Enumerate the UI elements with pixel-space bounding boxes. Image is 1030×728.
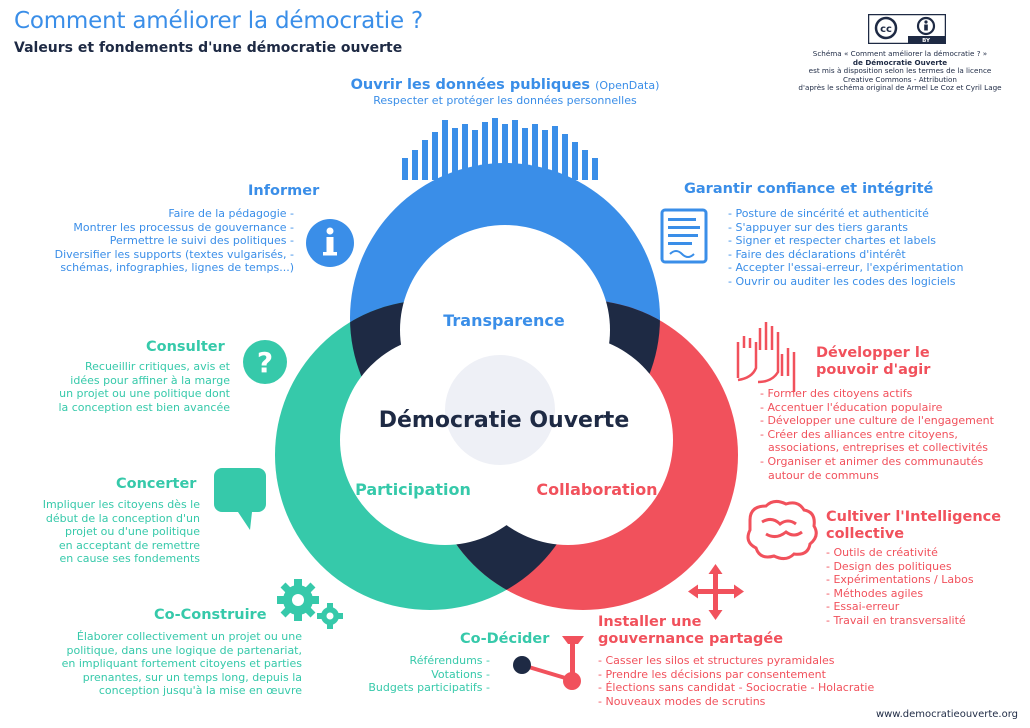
license-line: est mis à disposition selon les termes de la licence <box>808 66 992 76</box>
list-item: - Outils de créativité <box>826 546 938 559</box>
list-item: - Accepter l'essai-erreur, l'expérimentation <box>728 261 964 275</box>
page-title: Comment améliorer la démocratie ? <box>14 8 424 34</box>
arrows-icon <box>688 564 744 620</box>
collaboration-label: Collaboration <box>536 480 658 499</box>
list-item: - S'appuyer sur des tiers garants <box>728 220 909 234</box>
list-item: Permettre le suivi des politiques - <box>109 234 294 248</box>
transparence-label: Transparence <box>443 311 565 330</box>
svg-text:?: ? <box>256 346 274 379</box>
gouvernance-heading-line2: gouvernance partagée <box>598 631 784 647</box>
list-item: - Travail en transversalité <box>826 613 966 627</box>
list-item: - Posture de sincérité et authenticité <box>728 207 929 220</box>
informer-list <box>55 207 294 275</box>
intelligence-heading-line2: collective <box>826 526 905 542</box>
list-item: début de la conception d'un <box>45 511 200 525</box>
list-item: - Expérimentations / Labos <box>826 573 974 587</box>
list-item: Recueillir critiques, avis et <box>84 360 230 373</box>
list-item: - Nouveaux modes de scrutins <box>598 694 766 708</box>
list-item: conception jusqu'à la mise en œuvre <box>98 684 302 698</box>
list-item: Faire de la pédagogie - <box>168 207 294 220</box>
list-item: la conception est bien avancée <box>58 400 230 414</box>
pouvoir-heading <box>816 345 930 379</box>
intelligence-list <box>826 546 974 628</box>
list-item: - Accentuer l'éducation populaire <box>760 400 943 414</box>
list-item: Votations - <box>431 667 490 681</box>
pouvoir-heading-line1: Développer le <box>816 345 930 361</box>
license-line: Schéma « Comment améliorer la démocratie ? » <box>812 49 988 58</box>
gouvernance-heading <box>598 614 783 648</box>
list-item: - Signer et respecter chartes et labels <box>728 234 937 248</box>
opendata-heading: Ouvrir les données publiques <box>350 77 591 93</box>
list-item: - Créer des alliances entre citoyens, <box>760 427 958 441</box>
speech-bubble-icon <box>214 468 266 530</box>
list-item: schémas, infographies, lignes de temps...) <box>60 261 294 275</box>
list-item: Montrer les processus de gouvernance - <box>73 220 294 234</box>
confiance-heading: Garantir confiance et intégrité <box>684 181 934 197</box>
confiance-list <box>728 207 964 289</box>
website-link[interactable]: www.democratieouverte.org <box>875 709 1018 720</box>
info-icon <box>306 219 354 267</box>
list-item: en cause ses fondements <box>59 552 200 566</box>
intelligence-heading <box>826 509 1001 543</box>
list-item: - Prendre les décisions par consentement <box>598 667 826 681</box>
list-item: - Former des citoyens actifs <box>760 387 913 400</box>
concerter-list <box>43 498 200 566</box>
raised-hands-icon <box>738 322 794 392</box>
question-icon <box>243 340 287 384</box>
cc-badge-text: cc <box>880 24 892 35</box>
list-item: en acceptant de remettre <box>58 538 200 552</box>
list-item: autour de communs <box>768 468 879 482</box>
list-item: Budgets participatifs - <box>368 681 490 695</box>
list-item: Référendums - <box>409 654 490 667</box>
gouvernance-list <box>598 654 874 708</box>
list-item: - Design des politiques <box>826 559 952 573</box>
list-item: - Ouvrir ou auditer les codes des logiciels <box>728 274 956 288</box>
list-item: - Faire des déclarations d'intérêt <box>728 247 906 261</box>
list-item: associations, entreprises et collectivités <box>768 441 988 455</box>
list-item: - Essai-erreur <box>826 600 900 614</box>
list-item: - Organiser et animer des communautés <box>760 454 984 468</box>
list-item: projet ou d'une politique <box>65 525 200 539</box>
intelligence-heading-line1: Cultiver l'Intelligence <box>826 509 1002 525</box>
list-item: prenantes, sur un temps long, depuis la <box>82 670 302 684</box>
concerter-heading: Concerter <box>116 476 197 492</box>
list-item: Élaborer collectivement un projet ou une <box>76 630 302 643</box>
license-line: de Démocratie Ouverte <box>852 57 948 67</box>
brain-icon <box>748 501 816 558</box>
page-subtitle: Valeurs et fondements d'une démocratie ouverte <box>14 40 403 56</box>
gouvernance-heading-line1: Installer une <box>598 614 702 630</box>
participation-label: Participation <box>355 480 471 499</box>
opendata-subheading: Respecter et protéger les données personnelles <box>373 94 637 107</box>
list-item: - Développer une culture de l'engagement <box>760 414 994 428</box>
opendata-section <box>290 74 720 107</box>
license-line: Creative Commons - Attribution <box>843 74 957 84</box>
list-item: un projet ou une politique dont <box>59 387 230 401</box>
informer-heading: Informer <box>248 183 320 199</box>
list-item: politique, dans une logique de partenariat, <box>66 643 302 657</box>
codecider-list <box>368 654 490 695</box>
list-item: - Casser les silos et structures pyramidales <box>598 654 835 667</box>
list-item: idées pour affiner à la marge <box>70 373 230 387</box>
codecider-heading: Co-Décider <box>460 631 550 647</box>
list-item: Impliquer les citoyens dès le <box>42 498 200 511</box>
center-label: Démocratie Ouverte <box>378 408 630 433</box>
list-item: - Élections sans candidat - Sociocratie - Holacratie <box>598 681 875 695</box>
consulter-list <box>58 360 230 414</box>
coconstruire-list <box>62 630 302 698</box>
list-item: en impliquant fortement citoyens et parties <box>61 657 302 671</box>
document-icon <box>662 210 706 262</box>
coconstruire-heading: Co-Construire <box>154 607 267 623</box>
list-item: Diversifier les supports (textes vulgarisés, - <box>54 247 294 261</box>
by-badge-text: BY <box>922 38 930 44</box>
consulter-heading: Consulter <box>146 339 225 355</box>
pouvoir-heading-line2: pouvoir d'agir <box>816 362 931 378</box>
opendata-heading-suffix: (OpenData) <box>595 79 660 92</box>
gears-icon <box>277 579 343 629</box>
license-line: d'après le schéma original de Armel Le Coz et Cyril Lage <box>798 83 1002 93</box>
list-item: - Méthodes agiles <box>826 586 924 600</box>
pouvoir-list <box>760 387 994 482</box>
